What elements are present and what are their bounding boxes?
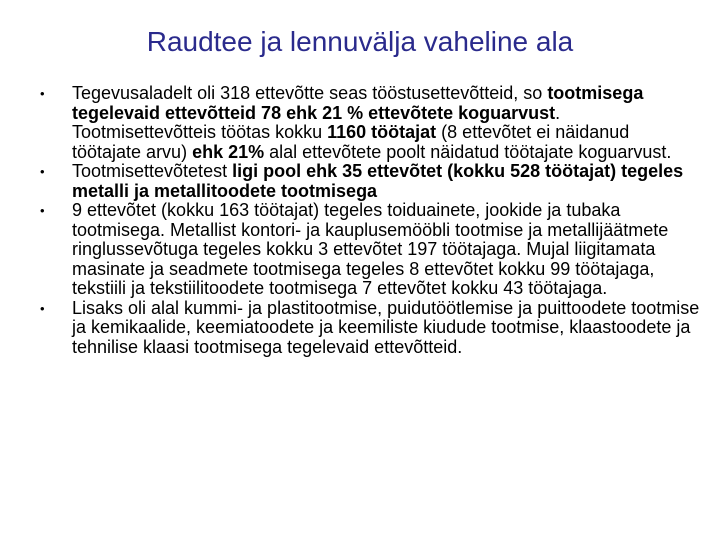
bullet-text: Tegevusaladelt oli 318 ettevõtte seas tööstusettevõtteid, so bbox=[72, 83, 548, 103]
slide-title: Raudtee ja lennuvälja vaheline ala bbox=[146, 26, 574, 57]
bullet-item bbox=[32, 162, 700, 201]
bullet-marker: • bbox=[40, 164, 45, 179]
bullet-text-bold: 1160 töötajat bbox=[327, 122, 437, 142]
bullet-text: Tootmisettevõtetest bbox=[72, 161, 233, 181]
bullet-marker: • bbox=[40, 300, 45, 316]
bullet-text: Lisaks oli alal kummi- ja plastitootmise, puidutöötlemise ja puittoodete tootmise ja kemikaalide, keemiatoodete ja keemiliste kiudude tootmise, klaastoodete ja tehnilise klaasi tootmisega tegelevaid ettevõtteid. bbox=[72, 297, 700, 357]
bullet-list bbox=[32, 84, 700, 357]
bullet-marker: • bbox=[40, 86, 45, 101]
bullet-text-bold: ligi pool ehk 35 ettevõtet (kokku 528 töötajat) tegeles metalli ja metallitoodete tootmisega bbox=[72, 161, 684, 201]
bullet-item bbox=[32, 84, 700, 162]
bullet-text: alal ettevõtete poolt näidatud töötajate koguarvust. bbox=[264, 141, 672, 162]
bullet-marker: • bbox=[40, 203, 45, 218]
bullet-text: 9 ettevõtet (kokku 163 töötajat) tegeles toiduainete, jookide ja tubaka tootmisega. Metallist kontori- ja kauplusemööbli tootmise ja metallijäätmete ringlussevõtuga tegeles kokku 3 ettevõtet 197 töötajaga. Mujal liigitamata masinate ja seadmete tootmisega tegeles 8 ettevõtet kokku 99 töötajaga, tekstiili ja tekstiilitoodete tootmisega 7 ettevõtet kokku 43 töötajaga. bbox=[72, 200, 669, 298]
bullet-text-bold: tootmisega tegelevaid ettevõtteid 78 ehk 21 % ettevõtete koguarvust bbox=[72, 83, 644, 123]
bullet-item bbox=[32, 299, 700, 358]
bullet-text: (8 ettevõtet ei näidanud töötajate arvu) bbox=[72, 122, 630, 162]
bullet-item bbox=[32, 201, 700, 299]
bullet-text-bold: ehk 21% bbox=[192, 141, 265, 162]
bullet-text: . Tootmisettevõtteis töötas kokku bbox=[72, 102, 561, 142]
